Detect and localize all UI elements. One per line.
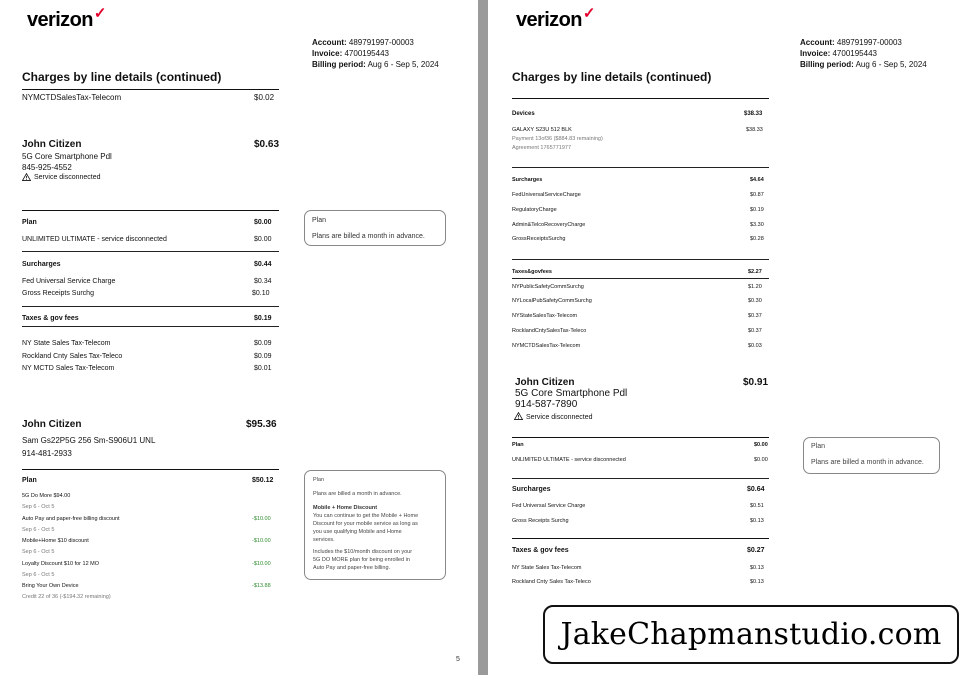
tax-item: NYPublicSafetyCommSurchg — [512, 284, 584, 290]
plan-item-credit: Credit 22 of 36 (-$194.32 remaining) — [22, 594, 111, 600]
warning-icon — [22, 173, 31, 181]
title-divider — [512, 98, 769, 99]
surcharge-amount: $3.30 — [750, 222, 764, 228]
taxes-amount: $0.27 — [747, 547, 765, 554]
note-title: Plan — [312, 217, 327, 224]
tax-item: Rockland Cnty Sales Tax-Teleco — [22, 353, 123, 360]
plan-item-date: Sep 6 - Oct 5 — [22, 572, 55, 578]
tax-amount: $0.37 — [748, 328, 762, 334]
plan-item-date: Sep 6 - Oct 5 — [22, 549, 55, 555]
line-status: Service disconnected — [34, 174, 101, 181]
invoice-number: 4700195443 — [832, 49, 877, 58]
plan-item: Loyalty Discount $10 for 12 MO — [22, 561, 100, 567]
plan-item-date: Sep 6 - Oct 5 — [22, 527, 55, 533]
note-line: services. — [313, 537, 335, 543]
surcharges-amount: $0.64 — [747, 486, 765, 493]
note-title: Plan — [313, 477, 325, 483]
tax-item: NY State Sales Tax-Telecom — [512, 565, 582, 571]
tax-amount: $0.30 — [748, 298, 762, 304]
surcharges-header: Surcharges — [512, 486, 551, 493]
plan-header: Plan — [22, 477, 37, 484]
plan-item-amount: -$10.00 — [252, 561, 271, 567]
surcharge-item: RegulatoryCharge — [512, 207, 557, 213]
devices-header: Devices — [512, 111, 535, 117]
taxes-amount: $0.19 — [254, 315, 272, 322]
surcharge-item: FedUniversalServiceCharge — [512, 192, 581, 198]
surcharge-item: Admin&TelcoRecoveryCharge — [512, 222, 586, 228]
plan-item: Auto Pay and paper-free billing discount — [22, 516, 120, 522]
plan-header: Plan — [512, 442, 524, 448]
note-body: Plans are billed a month in advance. — [313, 491, 402, 497]
logo-text: verizon — [516, 9, 582, 31]
surcharge-item: Gross Receipts Surchg — [22, 290, 94, 297]
plan-item: Mobile+Home $10 discount — [22, 538, 89, 544]
taxes-sub-divider — [512, 278, 769, 279]
plan-item: UNLIMITED ULTIMATE - service disconnected — [512, 457, 626, 463]
plan-item: 5G Do More $94.00 — [22, 493, 71, 499]
line-total: $0.91 — [743, 377, 769, 388]
surcharge-amount: $0.13 — [750, 518, 764, 524]
line-owner-name: John Citizen — [22, 419, 82, 430]
device-item: GALAXY S23U 512 BLK — [512, 127, 572, 133]
tax-item: NY State Sales Tax-Telecom — [22, 340, 111, 347]
plan-item: Bring Your Own Device — [22, 583, 79, 589]
logo-check-icon: ✓ — [93, 5, 106, 22]
note-body: Plans are billed a month in advance. — [811, 459, 924, 466]
warning-icon — [514, 412, 523, 420]
surcharge-item: Fed Universal Service Charge — [22, 278, 116, 285]
tax-amount: $0.13 — [750, 565, 764, 571]
note-body: Plans are billed a month in advance. — [312, 233, 425, 240]
line-owner-name: John Citizen — [22, 139, 82, 150]
invoice-label: Invoice: — [312, 49, 343, 58]
tax-item: RocklandCntySalesTax-Teleco — [512, 328, 587, 334]
page-title: Charges by line details (continued) — [22, 70, 222, 84]
plan-amount: $0.00 — [754, 442, 768, 448]
line-device: 5G Core Smartphone Pdl — [515, 388, 628, 399]
logo-text: verizon — [27, 9, 93, 31]
line-phone-number: 914-587-7890 — [515, 399, 578, 410]
invoice-label: Invoice: — [800, 49, 831, 58]
plan-item-amount: $0.00 — [254, 236, 272, 243]
taxes-header: Taxes & gov fees — [22, 315, 79, 322]
taxes-amount: $2.27 — [748, 269, 762, 275]
note-line: Auto Pay and paper-free billing. — [313, 565, 391, 571]
surcharges-amount: $4.64 — [750, 177, 764, 183]
line-total: $0.63 — [254, 139, 280, 150]
billing-period-value: Aug 6 - Sep 5, 2024 — [367, 60, 439, 69]
billing-period-label: Billing period: — [312, 60, 366, 69]
note-heading: Mobile + Home Discount — [313, 505, 378, 511]
surcharges-header: Surcharges — [512, 177, 543, 183]
page-number: 5 — [456, 656, 460, 663]
account-block — [312, 37, 439, 70]
plan-divider — [22, 210, 279, 211]
note-line: Includes the $10/month discount on your — [313, 549, 413, 555]
note-line: 5G DO MORE plan for being enrolled in — [313, 557, 410, 563]
taxes-header: Taxes&govfees — [512, 269, 552, 275]
note-line: Discount for your mobile service as long as — [313, 521, 418, 527]
plan-amount: $50.12 — [252, 477, 274, 484]
plan-item-date: Sep 6 - Oct 5 — [22, 504, 55, 510]
line-phone-number: 845-925-4552 — [22, 163, 72, 172]
line-device: Sam Gs22P5G 256 Sm-S906U1 UNL — [22, 436, 156, 445]
note-title: Plan — [811, 443, 826, 450]
taxes-divider — [512, 259, 769, 260]
plan-item-amount: $0.00 — [754, 457, 768, 463]
device-item-amount: $38.33 — [746, 127, 763, 133]
plan-item: UNLIMITED ULTIMATE - service disconnected — [22, 236, 167, 243]
surcharge-item: GrossReceiptsSurchg — [512, 236, 566, 242]
device-payment: Payment 13of36 ($884.83 remaining) — [512, 136, 603, 142]
verizon-logo — [27, 5, 106, 32]
plan-divider — [512, 437, 769, 438]
tax-item: NY MCTD Sales Tax-Telecom — [22, 365, 115, 372]
surcharge-amount: $0.28 — [750, 236, 764, 242]
surcharge-amount: $0.87 — [750, 192, 764, 198]
tax-item: NYLocalPubSafetyCommSurchg — [512, 298, 592, 304]
tax-amount: $1.20 — [748, 284, 762, 290]
tax-amount: $0.13 — [750, 579, 764, 585]
watermark-banner: JakeChapmanstudio.com — [543, 605, 959, 664]
account-block — [800, 37, 927, 70]
line-total: $95.36 — [246, 419, 277, 430]
plan-item-amount: -$10.00 — [252, 516, 271, 522]
invoice-page-right — [488, 0, 969, 675]
account-label: Account: — [312, 38, 347, 47]
tax-amount: $0.03 — [748, 343, 762, 349]
account-label: Account: — [800, 38, 835, 47]
plan-note-box — [803, 437, 940, 474]
tax-amount: $0.01 — [254, 365, 272, 372]
plan-item-amount: -$13.88 — [252, 583, 271, 589]
device-agreement: Agreement 1765771977 — [512, 145, 572, 151]
title-divider — [22, 89, 279, 90]
note-line: you use qualifying Mobile and Home — [313, 529, 402, 535]
line-owner-name: John Citizen — [515, 377, 575, 388]
taxes-sub-divider — [22, 326, 279, 327]
tax-amount: $0.09 — [254, 353, 272, 360]
billing-period-label: Billing period: — [800, 60, 854, 69]
surcharges-amount: $0.44 — [254, 261, 272, 268]
verizon-logo — [516, 5, 595, 32]
tax-item: NYMCTDSalesTax-Telecom — [512, 343, 581, 349]
account-number: 489791997-00003 — [348, 38, 414, 47]
surcharges-header: Surcharges — [22, 261, 61, 268]
surcharge-item: Gross Receipts Surchg — [512, 518, 569, 524]
carryover-amount: $0.02 — [254, 93, 275, 102]
surcharge-amount: $0.10 — [252, 290, 270, 297]
billing-period-value: Aug 6 - Sep 5, 2024 — [855, 60, 927, 69]
taxes-divider — [22, 306, 279, 307]
invoice-number: 4700195443 — [344, 49, 389, 58]
plan-note-box — [304, 210, 446, 246]
page-title: Charges by line details (continued) — [512, 70, 712, 84]
line-status: Service disconnected — [526, 414, 593, 421]
taxes-header: Taxes & gov fees — [512, 547, 569, 554]
tax-item: Rockland Cnty Sales Tax-Teleco — [512, 579, 591, 585]
surcharge-amount: $0.34 — [254, 278, 272, 285]
surcharges-divider — [512, 478, 769, 479]
devices-amount: $38.33 — [744, 111, 763, 117]
surcharges-divider — [22, 251, 279, 252]
logo-check-icon: ✓ — [582, 5, 595, 22]
line-phone-number: 914-481-2933 — [22, 449, 72, 458]
note-line: You can continue to get the Mobile + Home — [313, 513, 419, 519]
tax-amount: $0.37 — [748, 313, 762, 319]
carryover-label: NYMCTDSalesTax-Telecom — [22, 93, 122, 102]
plan-item-amount: -$10.00 — [252, 538, 271, 544]
taxes-divider — [512, 538, 769, 539]
surcharge-amount: $0.19 — [750, 207, 764, 213]
surcharge-item: Fed Universal Service Charge — [512, 503, 586, 509]
account-number: 489791997-00003 — [836, 38, 902, 47]
tax-item: NYStateSalesTax-Telecom — [512, 313, 578, 319]
line-device: 5G Core Smartphone Pdl — [22, 152, 112, 161]
plan-divider — [22, 469, 279, 470]
tax-amount: $0.09 — [254, 340, 272, 347]
surcharges-divider — [512, 167, 769, 168]
plan-note-box — [304, 470, 446, 580]
invoice-page-left — [0, 0, 478, 675]
plan-amount: $0.00 — [254, 219, 272, 226]
plan-header: Plan — [22, 219, 37, 226]
surcharge-amount: $0.51 — [750, 503, 764, 509]
